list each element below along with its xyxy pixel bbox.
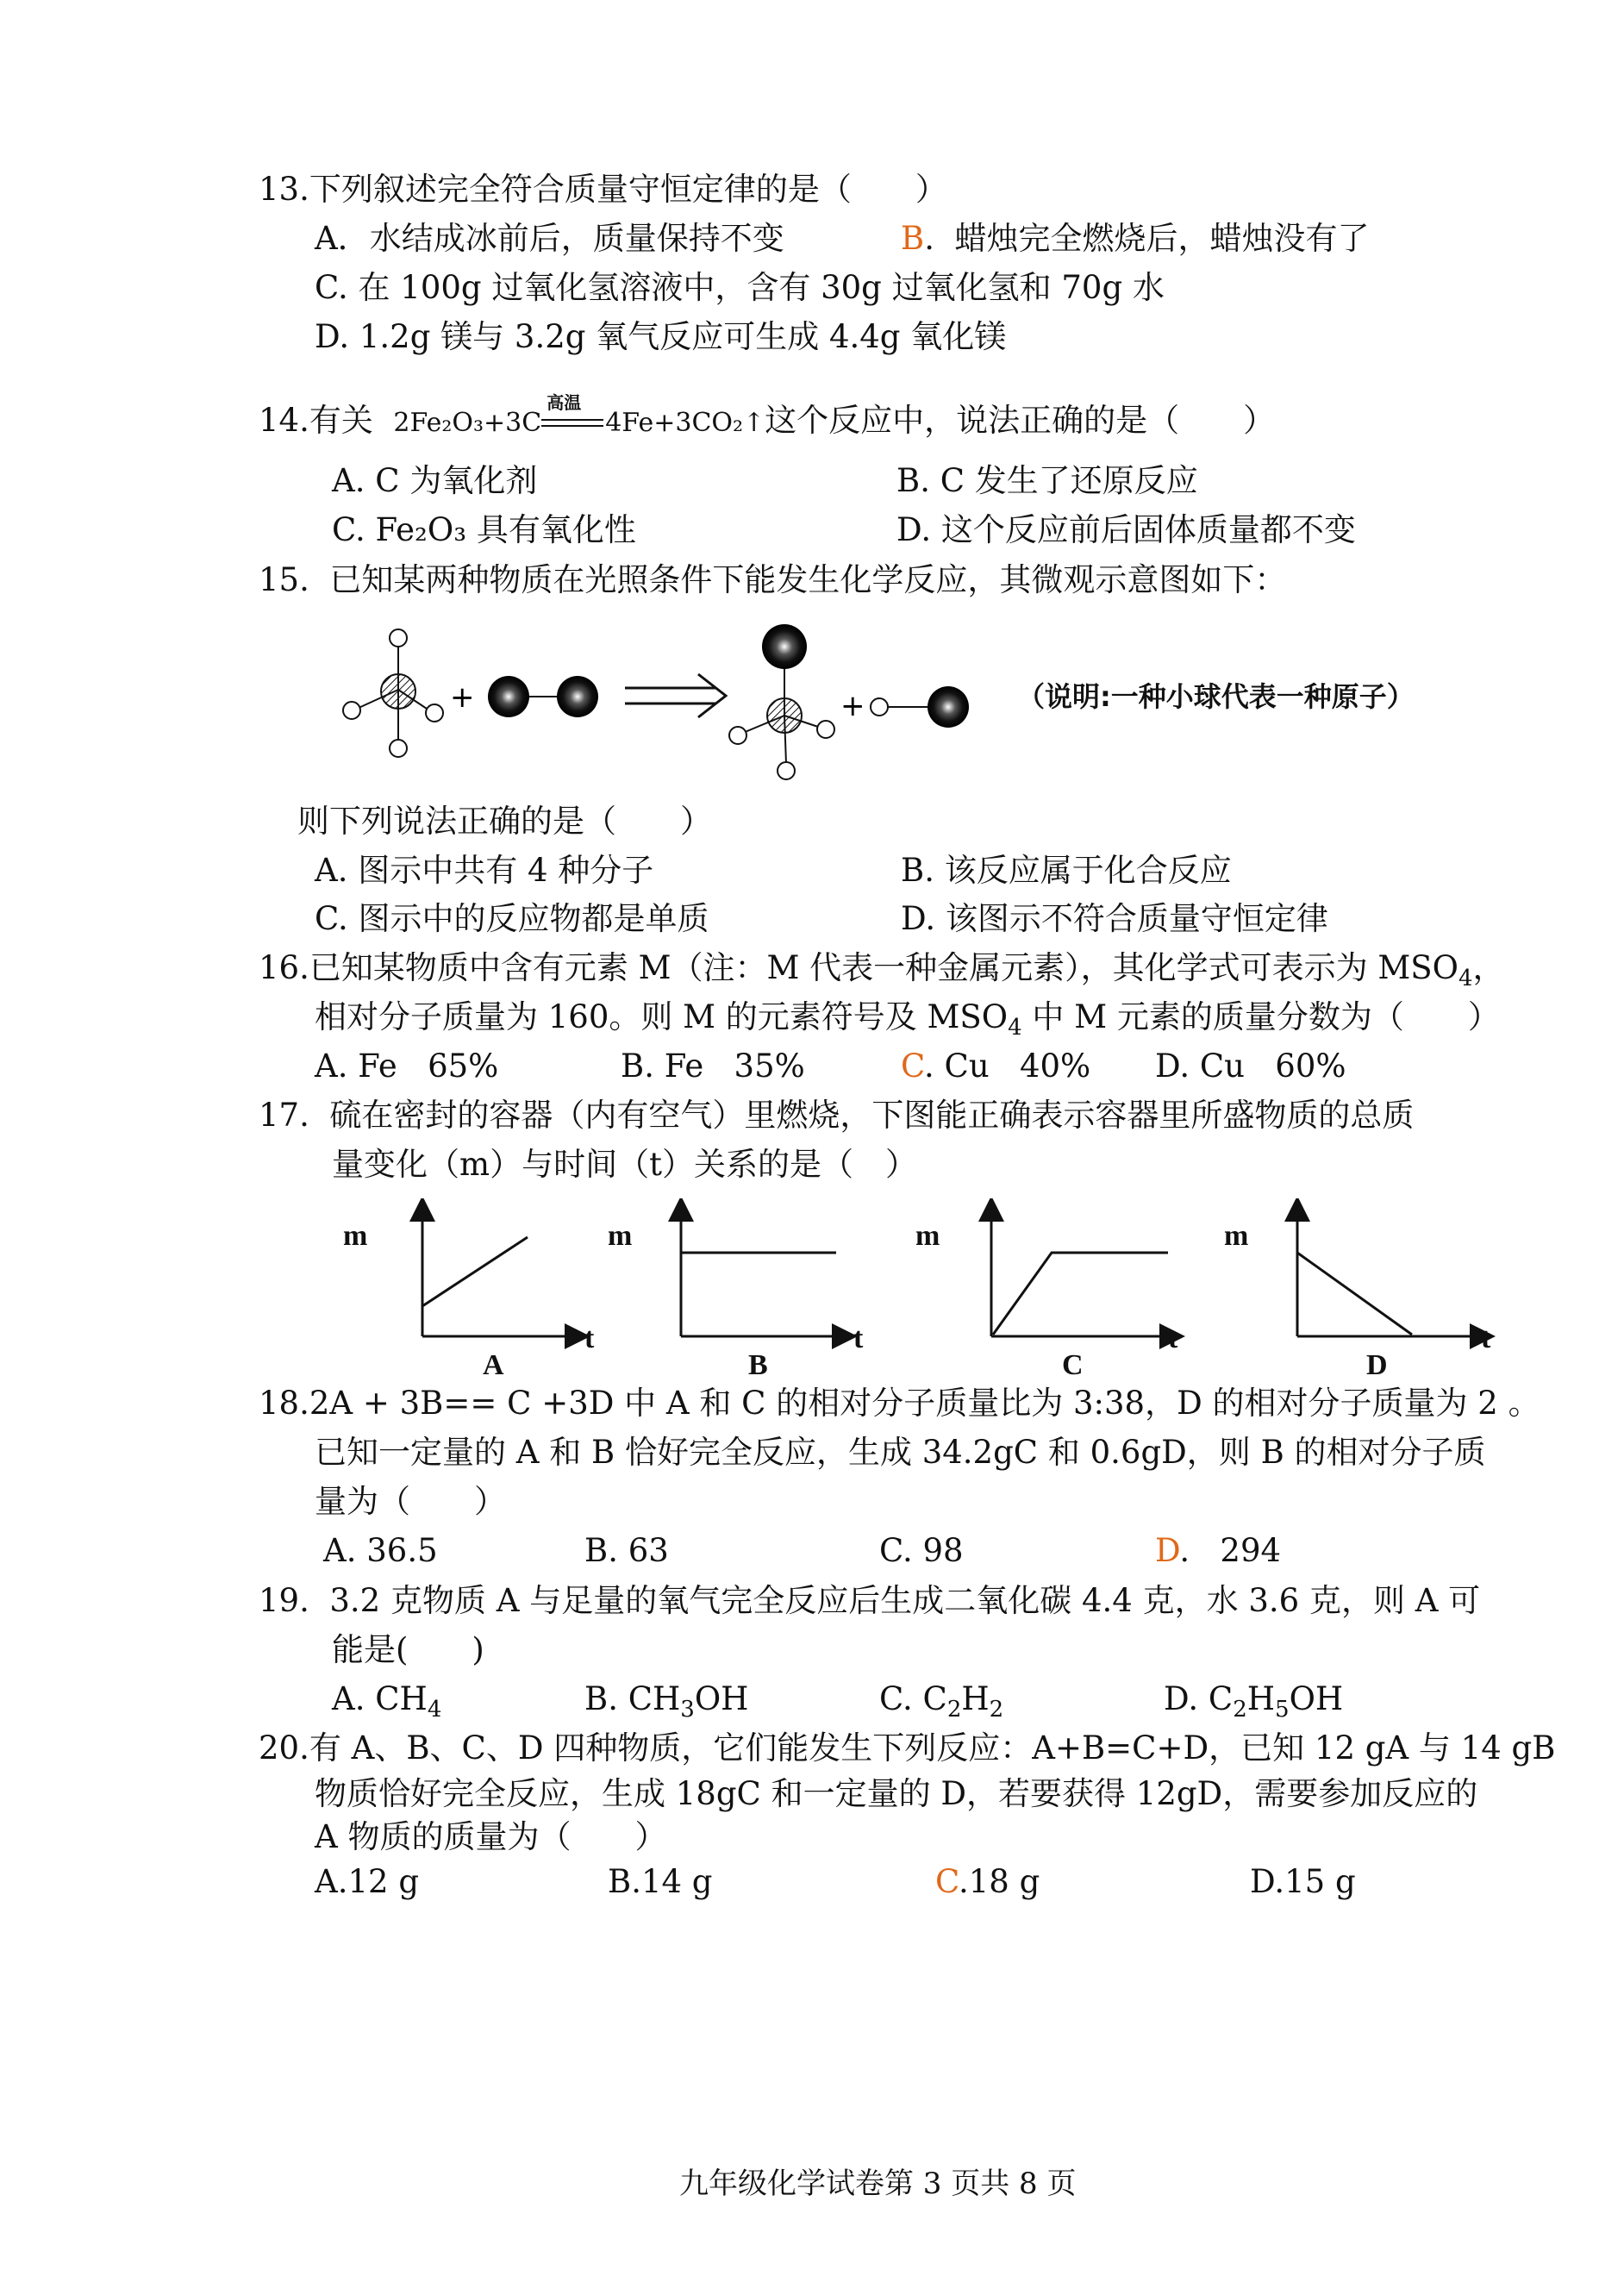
q20-option-c: [935, 1862, 1040, 1902]
q20-stem-line3: A 物质的质量为（ ）: [315, 1818, 667, 1855]
q15-option-c: C. 图示中的反应物都是单质: [315, 900, 709, 937]
q19-c-mid: H: [961, 1680, 990, 1717]
q20-option-d: D.15 g: [1250, 1863, 1356, 1900]
q14-eq-left: 2Fe₂O₃+3C: [393, 408, 542, 438]
q20-stem-line2: 物质恰好完全反应，生成 18gC 和一定量的 D，若要获得 12gD，需要参加反应的: [315, 1775, 1478, 1812]
q15-option-a: A. 图示中共有 4 种分子: [315, 852, 654, 889]
q15-note: （说明:一种小球代表一种原子）: [1017, 680, 1415, 713]
graph-a-line: [422, 1237, 528, 1306]
q16-stem2-b: 中 M 元素的质量分数为（ ）: [1021, 998, 1500, 1035]
q14-eq-arrow: [541, 391, 605, 436]
q14-option-a: A. C 为氧化剂: [332, 462, 538, 499]
q16-stem-line2: [315, 997, 1500, 1047]
q16-stem1-text: 16.已知某物质中含有元素 M（注：M 代表一种金属元素），其化学式可表示为 MSO: [259, 949, 1458, 986]
q15-molecule-diagram: [336, 621, 991, 793]
q19-stem-line1: 19. 3.2 克物质 A 与足量的氧气完全反应后生成二氧化碳 4.4 克，水 3.6 克，则 A 可: [259, 1582, 1481, 1619]
q19-d-text: D. C: [1164, 1680, 1234, 1717]
q19-a-text: A. CH: [332, 1680, 428, 1717]
graph-a-y-label: m: [343, 1220, 368, 1252]
page-footer: 九年级化学试卷第 3 页共 8 页: [679, 2167, 1077, 2201]
q15-option-b: B. 该反应属于化合反应: [901, 852, 1232, 889]
q19-option-c: [879, 1679, 1003, 1729]
graph-c-x-label: t: [1168, 1323, 1178, 1354]
graph-d-line: [1297, 1253, 1412, 1335]
q18-option-c: C. 98: [879, 1532, 964, 1569]
q19-d-sub2: 5: [1275, 1697, 1290, 1723]
q19-d-mid: H: [1246, 1680, 1276, 1717]
graph-b: [681, 1209, 845, 1336]
q13-option-b: [901, 219, 1370, 259]
graph-c-y-label: m: [915, 1220, 940, 1252]
q16-stem-line1: [259, 948, 1505, 998]
q15-option-d: D. 该图示不符合质量守恒定律: [901, 900, 1328, 937]
q19-b-end: OH: [694, 1680, 749, 1717]
q19-c-sub1: 2: [946, 1697, 962, 1723]
q20-option-b: B.14 g: [608, 1863, 713, 1900]
q13-b-text: . 蜡烛完全燃烧后，蜡烛没有了: [924, 220, 1370, 257]
q16-stem2-a: 相对分子质量为 160。则 M 的元素符号及 MSO: [315, 998, 1009, 1035]
graph-c-label: C: [1062, 1349, 1084, 1381]
q18-stem-line2: 已知一定量的 A 和 B 恰好完全反应，生成 34.2gC 和 0.6gD，则 B 的相对分子质: [315, 1434, 1486, 1471]
q15-stem: 15. 已知某两种物质在光照条件下能发生化学反应，其微观示意图如下：: [259, 561, 1287, 598]
q16-stem1-end: ，: [1472, 949, 1505, 986]
q16-option-b: B. Fe 35%: [621, 1047, 805, 1085]
reaction-arrow: [625, 674, 726, 717]
q16-stem1-sub: 4: [1458, 966, 1473, 991]
graph-a-x-label: t: [584, 1323, 595, 1354]
q14-option-d: D. 这个反应前后固体质量都不变: [896, 511, 1356, 548]
graph-a: [422, 1209, 578, 1336]
q14-option-c: C. Fe₂O₃ 具有氧化性: [332, 511, 636, 548]
q14-option-b: B. C 发生了还原反应: [896, 462, 1198, 499]
q14-stem: [259, 391, 1276, 443]
q18-option-b: B. 63: [584, 1532, 669, 1569]
graph-b-y-label: m: [608, 1220, 633, 1252]
graph-c-line: [993, 1253, 1168, 1335]
q14-eq-right: 4Fe+3CO₂↑: [605, 408, 765, 438]
q20-c-letter: C: [935, 1863, 959, 1900]
svg-text:+: +: [450, 680, 475, 715]
q13-b-letter: B: [901, 220, 925, 257]
graph-a-label: A: [483, 1349, 504, 1381]
graph-b-x-label: t: [853, 1323, 864, 1354]
q18-option-a: A. 36.5: [323, 1532, 438, 1569]
q16-option-d: D. Cu 60%: [1155, 1047, 1346, 1085]
q20-c-text: .18 g: [959, 1863, 1040, 1900]
graph-b-label: B: [748, 1349, 768, 1381]
product-molecule-2: [871, 686, 969, 728]
q18-stem-line1: 18.2A + 3B== C +3D 中 A 和 C 的相对分子质量比为 3:38，D 的相对分子质量为 2 。: [259, 1385, 1540, 1422]
q19-d-end: OH: [1289, 1680, 1344, 1717]
q19-b-text: B. CH: [584, 1680, 681, 1717]
q16-stem2-sub: 4: [1008, 1015, 1022, 1041]
q20-stem-line1: 20.有 A、B、C、D 四种物质，它们能发生下列反应：A+B=C+D，已知 12 gA 与 14 gB: [259, 1729, 1556, 1767]
q18-d-letter: D: [1155, 1532, 1180, 1569]
product-molecule-1: [729, 624, 834, 779]
reactant-molecule-2: [488, 676, 598, 717]
q16-c-letter: C: [901, 1047, 924, 1085]
q18-stem-line3: 量为（ ）: [315, 1483, 506, 1520]
q13-option-d: D. 1.2g 镁与 3.2g 氧气反应可生成 4.4g 氧化镁: [315, 318, 1007, 355]
q20-option-a: A.12 g: [315, 1863, 420, 1900]
q14-suffix: 这个反应中，说法正确的是（ ）: [765, 402, 1276, 439]
q19-stem-line2: 能是( ): [332, 1631, 484, 1668]
q16-c-text: . Cu 40%: [924, 1047, 1091, 1085]
q15-prompt: 则下列说法正确的是（ ）: [297, 803, 712, 840]
graph-d-x-label: t: [1481, 1323, 1491, 1354]
graph-c: [991, 1209, 1172, 1336]
graph-d-y-label: m: [1224, 1220, 1249, 1252]
q19-b-sub: 3: [680, 1697, 695, 1723]
q19-option-d: [1164, 1679, 1343, 1729]
q19-c-sub2: 2: [989, 1697, 1004, 1723]
q19-option-b: [584, 1679, 748, 1729]
q14-eq-condition: 高温: [547, 391, 582, 413]
graph-d-label: D: [1366, 1349, 1388, 1381]
q19-option-a: [332, 1679, 441, 1729]
q19-a-sub: 4: [427, 1697, 442, 1723]
graph-d: [1297, 1209, 1483, 1336]
svg-text:+: +: [840, 689, 865, 723]
q19-c-text: C. C: [879, 1680, 947, 1717]
q16-option-a: A. Fe 65%: [315, 1047, 499, 1085]
q18-d-text: . 294: [1179, 1532, 1282, 1569]
q14-prefix: 14.有关: [259, 402, 373, 439]
q17-stem-line2: 量变化（m）与时间（t）关系的是（ ）: [332, 1146, 917, 1183]
q13-stem: 13.下列叙述完全符合质量守恒定律的是（ ）: [259, 171, 947, 208]
q19-d-sub1: 2: [1233, 1697, 1247, 1723]
q13-option-a: A．水结成冰前后，质量保持不变: [315, 220, 784, 257]
q18-option-d: [1155, 1531, 1281, 1571]
q13-option-c: C. 在 100g 过氧化氢溶液中，含有 30g 过氧化氢和 70g 水: [315, 269, 1165, 306]
q17-stem-line1: 17. 硫在密封的容器（内有空气）里燃烧，下图能正确表示容器里所盛物质的总质: [259, 1097, 1415, 1134]
q16-option-c: [901, 1047, 1090, 1086]
reactant-molecule-1: [343, 629, 443, 757]
